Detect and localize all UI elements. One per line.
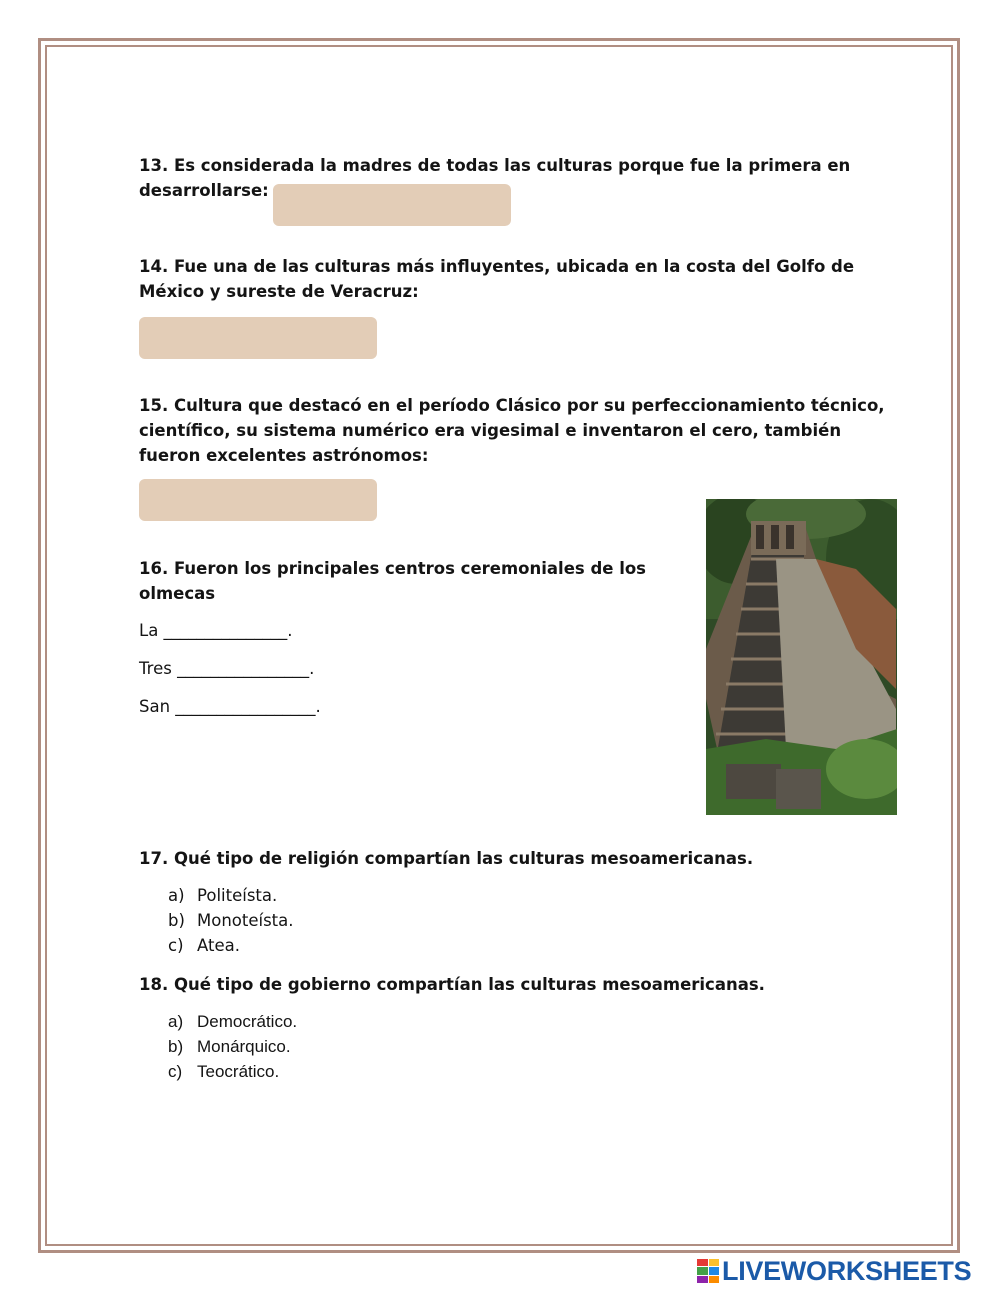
question-13-line1: 13. Es considerada la madres de todas las culturas porque fue la primera en [139,156,851,175]
option-text: Monárquico. [197,1037,291,1056]
option-text: Democrático. [197,1012,298,1031]
pyramid-photo [706,499,897,815]
question-15-line3: fueron excelentes astrónomos: [139,446,429,465]
q18-option-b[interactable] [168,1035,291,1059]
question-13-line2: desarrollarse: [139,181,269,200]
option-text: Teocrático. [197,1062,280,1081]
blank-line-tres: Tres ________________. [139,659,315,678]
question-15-line2: científico, su sistema numérico era vigesimal e inventaron el cero, también [139,421,842,440]
blank-line-la: La _______________. [139,621,293,640]
liveworksheets-logo[interactable] [697,1256,971,1286]
q18-option-c[interactable] [168,1060,279,1084]
option-letter: c) [168,1062,183,1081]
q17-option-c[interactable] [168,934,240,958]
question-14-line2: México y sureste de Veracruz: [139,282,419,301]
option-letter: a) [168,1012,184,1031]
q18-option-a[interactable] [168,1010,297,1034]
answer-input-13[interactable] [273,184,511,226]
question-17-title: 17. Qué tipo de religión compartían las culturas mesoamericanas. [139,849,754,868]
option-text: Politeísta. [197,886,278,905]
option-text: Atea. [197,936,240,955]
logo-blocks-icon [697,1259,719,1283]
question-18-title: 18. Qué tipo de gobierno compartían las culturas mesoamericanas. [139,975,765,994]
option-letter: b) [168,911,185,930]
question-16-line2: olmecas [139,584,216,603]
answer-input-15[interactable] [139,479,377,521]
answer-input-14[interactable] [139,317,377,359]
option-text: Monoteísta. [197,911,294,930]
option-letter: c) [168,936,184,955]
logo-text: LIVEWORKSHEETS [722,1255,972,1286]
question-15-line1: 15. Cultura que destacó en el período Clásico por su perfeccionamiento técnico, [139,396,885,415]
question-14-line1: 14. Fue una de las culturas más influyentes, ubicada en la costa del Golfo de [139,257,855,276]
question-16-line1: 16. Fueron los principales centros ceremoniales de los [139,559,647,578]
blank-line-san: San _________________. [139,697,321,716]
q17-option-a[interactable] [168,884,277,908]
q17-option-b[interactable] [168,909,294,933]
option-letter: b) [168,1037,184,1056]
option-letter: a) [168,886,185,905]
